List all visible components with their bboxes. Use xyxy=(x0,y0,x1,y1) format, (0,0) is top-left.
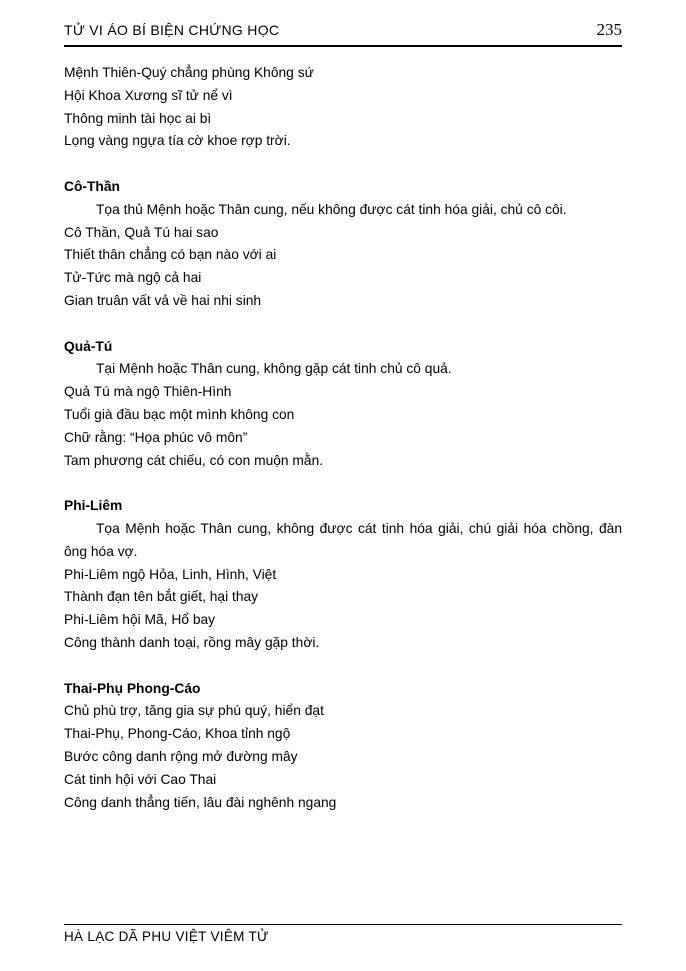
verse-line: Hội Khoa Xương sĩ tử nể vì xyxy=(64,87,233,103)
section-heading: Quả-Tú xyxy=(64,338,113,354)
verse-line: Công thành danh toại, rồng mây gặp thời. xyxy=(64,634,320,650)
page-number: 235 xyxy=(596,20,622,39)
section-heading: Thai-Phụ Phong-Cáo xyxy=(64,680,201,696)
verse-line: Thành đạn tên bắt giết, hại thay xyxy=(64,589,259,605)
verse-line: Phi-Liêm hội Mã, Hổ bay xyxy=(64,612,216,628)
verse-line: Bước công danh rộng mở đường mây xyxy=(64,748,298,764)
verse-line: Quả Tú mà ngộ Thiên-Hình xyxy=(64,384,232,400)
verse-line: Cô Thần, Quả Tú hai sao xyxy=(64,224,219,240)
footer-title: HÀ LẠC DÃ PHU VIỆT VIÊM TỬ xyxy=(64,929,269,944)
verse-line: Tam phương cát chiếu, có con muộn mằn. xyxy=(64,452,324,468)
verse-line: Gian truân vất vả về hai nhi sinh xyxy=(64,292,262,308)
section-heading: Phi-Liêm xyxy=(64,498,123,514)
verse-line: Thiết thân chẳng có bạn nào với ai xyxy=(64,247,277,263)
verse-line: Thông minh tài học ai bì xyxy=(64,110,212,126)
section-phi-liem xyxy=(64,495,622,655)
page-header xyxy=(64,20,622,47)
section-thai-phu-phong-cao xyxy=(64,678,622,815)
verse-line: Lọng vàng ngựa tía cờ khoe rợp trời. xyxy=(64,133,291,149)
section-intro: Tại Mệnh hoặc Thân cung, không gặp cát tinh chủ cô quả. xyxy=(96,361,452,377)
verse-line: Cát tinh hội với Cao Thai xyxy=(64,771,217,787)
section-thien-quy-continuation xyxy=(64,62,622,153)
verse-line: Chủ phù trợ, tăng gia sự phú quý, hiển đạt xyxy=(64,703,324,719)
section-qua-tu xyxy=(64,336,622,473)
section-intro: Tọa Mệnh hoặc Thân cung, không được cát tinh hóa giải, chú giải hóa chồng, đàn ông hóa vợ. xyxy=(64,520,622,559)
verse-line: Công danh thẳng tiến, lâu đài nghênh ngang xyxy=(64,794,337,810)
verse-line: Tuổi già đầu bạc một mình không con xyxy=(64,406,295,422)
verse-line: Thai-Phụ, Phong-Cáo, Khoa tỉnh ngộ xyxy=(64,726,291,742)
verse-line: Tử-Tức mà ngộ cả hai xyxy=(64,270,202,286)
running-title: TỬ VI ÁO BÍ BIỆN CHỨNG HỌC xyxy=(64,22,280,38)
verse-line: Mệnh Thiên-Quý chẳng phùng Không sứ xyxy=(64,65,314,80)
section-intro: Tọa thủ Mệnh hoặc Thân cung, nếu không được cát tinh hóa giải, chủ cô côi. xyxy=(96,201,567,217)
section-co-than xyxy=(64,176,622,313)
section-heading: Cô-Thần xyxy=(64,178,120,194)
verse-line: Phi-Liêm ngộ Hỏa, Linh, Hình, Việt xyxy=(64,566,277,582)
page-footer xyxy=(64,924,622,944)
verse-line: Chữ rằng: “Họa phúc vô môn” xyxy=(64,429,248,445)
page-content xyxy=(64,62,622,814)
